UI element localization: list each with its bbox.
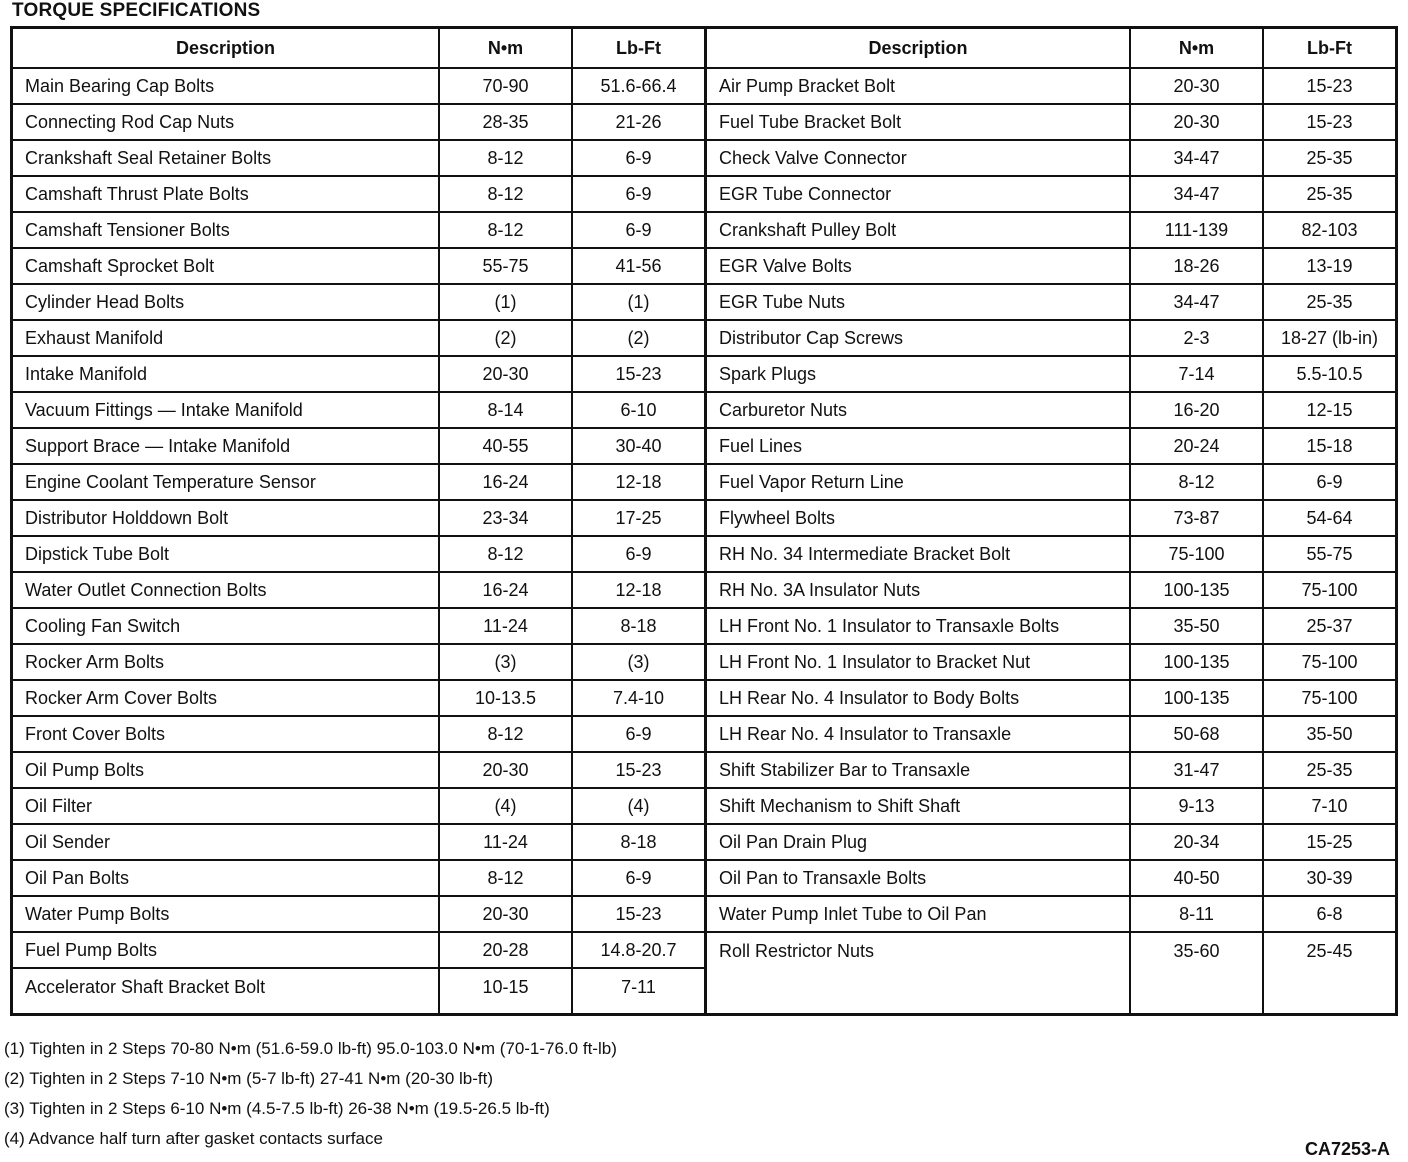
- header-nm: N•m: [440, 29, 573, 67]
- table-row: [707, 825, 1395, 861]
- right-rows: [707, 69, 1395, 1013]
- cell-description: EGR Tube Nuts: [707, 285, 1131, 319]
- cell-description: Water Pump Inlet Tube to Oil Pan: [707, 897, 1131, 931]
- page-title: TORQUE SPECIFICATIONS: [12, 0, 261, 21]
- cell-lbft: 15-25: [1306, 831, 1353, 852]
- cell-description: Accelerator Shaft Bracket Bolt: [13, 969, 440, 1013]
- table-row: [13, 609, 704, 645]
- cell-lbft: 6-8: [1316, 903, 1343, 924]
- cell-description: Oil Filter: [13, 789, 440, 823]
- cell-lbft: 25-35: [1306, 291, 1353, 312]
- cell-description: Fuel Vapor Return Line: [707, 465, 1131, 499]
- table-row: [13, 825, 704, 861]
- cell-description: LH Front No. 1 Insulator to Transaxle Bolts: [707, 609, 1131, 643]
- table-row: [13, 645, 704, 681]
- table-row: [707, 285, 1395, 321]
- table-row: [13, 321, 704, 357]
- table-row: [707, 681, 1395, 717]
- table-row: [707, 69, 1395, 105]
- cell-description: Oil Pan to Transaxle Bolts: [707, 861, 1131, 895]
- cell-nm: 20-30: [440, 357, 573, 391]
- table-row: [13, 393, 704, 429]
- cell-description: Rocker Arm Cover Bolts: [13, 681, 440, 715]
- cell-lbft: 21-26: [615, 111, 662, 132]
- cell-lbft: 12-15: [1306, 399, 1353, 420]
- cell-description: Oil Pump Bolts: [13, 753, 440, 787]
- table-row: [707, 789, 1395, 825]
- cell-description: Front Cover Bolts: [13, 717, 440, 751]
- cell-lbft: 30-39: [1306, 867, 1353, 888]
- table-row: [13, 105, 704, 141]
- cell-lbft: 75-100: [1301, 687, 1358, 708]
- cell-lbft: 6-9: [625, 183, 652, 204]
- table-row: [707, 717, 1395, 753]
- cell-description: RH No. 3A Insulator Nuts: [707, 573, 1131, 607]
- cell-lbft: 7-11: [621, 977, 656, 997]
- table-header: [13, 29, 704, 69]
- torque-spec-table: [10, 26, 1398, 1016]
- left-rows: [13, 69, 704, 1013]
- cell-nm: 20-30: [440, 897, 573, 931]
- cell-nm: (4): [440, 789, 573, 823]
- cell-nm: 8-12: [440, 537, 573, 571]
- cell-nm: 8-11: [1131, 897, 1264, 931]
- header-lbft: Lb-Ft: [616, 37, 661, 58]
- table-row: [13, 357, 704, 393]
- cell-lbft: 15-23: [615, 903, 662, 924]
- cell-nm: 8-12: [440, 141, 573, 175]
- cell-nm: 20-34: [1131, 825, 1264, 859]
- table-row: [707, 249, 1395, 285]
- table-row: [13, 969, 704, 1013]
- cell-lbft: (3): [627, 651, 650, 672]
- cell-lbft: 35-50: [1306, 723, 1353, 744]
- cell-nm: 8-12: [440, 717, 573, 751]
- table-row: [707, 465, 1395, 501]
- cell-lbft: 15-23: [615, 759, 662, 780]
- cell-nm: 20-24: [1131, 429, 1264, 463]
- cell-nm: 70-90: [440, 69, 573, 103]
- cell-description: Distributor Cap Screws: [707, 321, 1131, 355]
- cell-description: Exhaust Manifold: [13, 321, 440, 355]
- table-row: [13, 573, 704, 609]
- cell-nm: 55-75: [440, 249, 573, 283]
- cell-description: Water Pump Bolts: [13, 897, 440, 931]
- cell-nm: 28-35: [440, 105, 573, 139]
- cell-nm: 10-15: [440, 969, 573, 1013]
- cell-description: Support Brace — Intake Manifold: [13, 429, 440, 463]
- table-row: [707, 537, 1395, 573]
- cell-nm: 16-20: [1131, 393, 1264, 427]
- cell-description: Cooling Fan Switch: [13, 609, 440, 643]
- cell-nm: 8-12: [1131, 465, 1264, 499]
- cell-lbft: 51.6-66.4: [600, 75, 677, 96]
- cell-nm: 8-12: [440, 861, 573, 895]
- cell-nm: 11-24: [440, 825, 573, 859]
- cell-description: Main Bearing Cap Bolts: [13, 69, 440, 103]
- cell-nm: 35-50: [1131, 609, 1264, 643]
- table-row: [707, 501, 1395, 537]
- cell-nm: 100-135: [1131, 645, 1264, 679]
- cell-lbft: 30-40: [615, 435, 662, 456]
- cell-lbft: 82-103: [1301, 219, 1358, 240]
- cell-lbft: 25-37: [1306, 615, 1353, 636]
- cell-nm: (3): [440, 645, 573, 679]
- table-row: [13, 285, 704, 321]
- cell-lbft: 15-18: [1306, 435, 1353, 456]
- cell-lbft: 75-100: [1301, 579, 1358, 600]
- cell-lbft: (1): [627, 291, 650, 312]
- footnote: (2) Tighten in 2 Steps 7-10 N•m (5-7 lb-ft) 27-41 N•m (20-30 lb-ft): [4, 1069, 494, 1088]
- cell-description: Vacuum Fittings — Intake Manifold: [13, 393, 440, 427]
- cell-nm: 111-139: [1131, 213, 1264, 247]
- cell-description: Flywheel Bolts: [707, 501, 1131, 535]
- table-header: [707, 29, 1395, 69]
- cell-lbft: 17-25: [615, 507, 662, 528]
- cell-lbft: 14.8-20.7: [600, 939, 677, 960]
- cell-description: Rocker Arm Bolts: [13, 645, 440, 679]
- cell-nm: 9-13: [1131, 789, 1264, 823]
- cell-nm: 40-55: [440, 429, 573, 463]
- cell-lbft: 8-18: [620, 615, 657, 636]
- cell-description: Distributor Holddown Bolt: [13, 501, 440, 535]
- cell-lbft: 6-9: [625, 867, 652, 888]
- table-row: [707, 177, 1395, 213]
- cell-lbft: 15-23: [1306, 75, 1353, 96]
- table-row: [707, 321, 1395, 357]
- cell-lbft: 41-56: [615, 255, 662, 276]
- cell-lbft: 5.5-10.5: [1296, 363, 1363, 384]
- table-row: [13, 753, 704, 789]
- cell-nm: 8-12: [440, 177, 573, 211]
- cell-description: Crankshaft Seal Retainer Bolts: [13, 141, 440, 175]
- cell-description: Water Outlet Connection Bolts: [13, 573, 440, 607]
- cell-nm: 2-3: [1131, 321, 1264, 355]
- left-table-half: [13, 29, 707, 1013]
- table-row: [13, 501, 704, 537]
- cell-nm: 10-13.5: [440, 681, 573, 715]
- table-row: [707, 897, 1395, 933]
- cell-lbft: 6-9: [1316, 471, 1343, 492]
- cell-lbft: 75-100: [1301, 651, 1358, 672]
- cell-nm: 11-24: [440, 609, 573, 643]
- right-table-half: [707, 29, 1395, 1013]
- table-row: [707, 861, 1395, 897]
- cell-description: LH Rear No. 4 Insulator to Body Bolts: [707, 681, 1131, 715]
- cell-nm: 34-47: [1131, 141, 1264, 175]
- cell-nm: 31-47: [1131, 753, 1264, 787]
- cell-nm: 20-30: [440, 753, 573, 787]
- cell-description: Spark Plugs: [707, 357, 1131, 391]
- cell-nm: (1): [440, 285, 573, 319]
- cell-lbft: 6-9: [625, 147, 652, 168]
- cell-lbft: 13-19: [1306, 255, 1353, 276]
- cell-lbft: 15-23: [1306, 111, 1353, 132]
- cell-nm: 20-28: [440, 933, 573, 967]
- cell-description: LH Rear No. 4 Insulator to Transaxle: [707, 717, 1131, 751]
- cell-lbft: 25-35: [1306, 183, 1353, 204]
- table-row: [707, 933, 1395, 1013]
- cell-nm: 34-47: [1131, 177, 1264, 211]
- cell-lbft: 54-64: [1306, 507, 1353, 528]
- cell-description: Air Pump Bracket Bolt: [707, 69, 1131, 103]
- table-row: [707, 429, 1395, 465]
- cell-description: Shift Mechanism to Shift Shaft: [707, 789, 1131, 823]
- cell-description: Oil Pan Bolts: [13, 861, 440, 895]
- cell-nm: 35-60: [1131, 933, 1264, 1013]
- table-row: [13, 213, 704, 249]
- cell-nm: 16-24: [440, 465, 573, 499]
- table-row: [707, 645, 1395, 681]
- cell-description: Camshaft Sprocket Bolt: [13, 249, 440, 283]
- cell-description: Engine Coolant Temperature Sensor: [13, 465, 440, 499]
- table-row: [707, 573, 1395, 609]
- table-row: [13, 537, 704, 573]
- table-row: [707, 357, 1395, 393]
- cell-lbft: 8-18: [620, 831, 657, 852]
- cell-lbft: 55-75: [1306, 543, 1353, 564]
- cell-description: Fuel Pump Bolts: [13, 933, 440, 967]
- cell-nm: 34-47: [1131, 285, 1264, 319]
- table-row: [707, 393, 1395, 429]
- table-row: [13, 177, 704, 213]
- cell-description: Roll Restrictor Nuts: [707, 933, 1131, 1013]
- cell-description: EGR Tube Connector: [707, 177, 1131, 211]
- cell-nm: 40-50: [1131, 861, 1264, 895]
- cell-description: Camshaft Thrust Plate Bolts: [13, 177, 440, 211]
- cell-lbft: 25-35: [1306, 147, 1353, 168]
- cell-description: Intake Manifold: [13, 357, 440, 391]
- table-row: [13, 465, 704, 501]
- cell-nm: 100-135: [1131, 573, 1264, 607]
- cell-lbft: (4): [627, 795, 650, 816]
- table-row: [707, 213, 1395, 249]
- cell-description: Check Valve Connector: [707, 141, 1131, 175]
- cell-nm: 50-68: [1131, 717, 1264, 751]
- header-description: Description: [707, 29, 1131, 67]
- cell-lbft: 6-9: [625, 723, 652, 744]
- cell-nm: 75-100: [1131, 537, 1264, 571]
- table-row: [13, 789, 704, 825]
- cell-nm: 16-24: [440, 573, 573, 607]
- table-row: [13, 249, 704, 285]
- cell-nm: 20-30: [1131, 105, 1264, 139]
- cell-lbft: 6-10: [620, 399, 657, 420]
- cell-lbft: 25-35: [1306, 759, 1353, 780]
- figure-code: CA7253-A: [1304, 1139, 1390, 1159]
- cell-nm: 8-12: [440, 213, 573, 247]
- cell-lbft: 6-9: [625, 543, 652, 564]
- cell-nm: (2): [440, 321, 573, 355]
- cell-description: RH No. 34 Intermediate Bracket Bolt: [707, 537, 1131, 571]
- header-description: Description: [13, 29, 440, 67]
- table-row: [707, 753, 1395, 789]
- cell-description: EGR Valve Bolts: [707, 249, 1131, 283]
- cell-nm: 73-87: [1131, 501, 1264, 535]
- cell-lbft: (2): [627, 327, 650, 348]
- table-row: [13, 429, 704, 465]
- table-row: [707, 105, 1395, 141]
- cell-description: Oil Sender: [13, 825, 440, 859]
- cell-lbft: 7.4-10: [612, 687, 665, 708]
- footnotes: [4, 1034, 617, 1154]
- footnote: (3) Tighten in 2 Steps 6-10 N•m (4.5-7.5 lb-ft) 26-38 N•m (19.5-26.5 lb-ft): [4, 1099, 550, 1118]
- cell-nm: 18-26: [1131, 249, 1264, 283]
- cell-lbft: 6-9: [625, 219, 652, 240]
- cell-description: Dipstick Tube Bolt: [13, 537, 440, 571]
- table-row: [13, 897, 704, 933]
- cell-nm: 100-135: [1131, 681, 1264, 715]
- table-row: [707, 141, 1395, 177]
- cell-lbft: 12-18: [615, 579, 662, 600]
- cell-description: Cylinder Head Bolts: [13, 285, 440, 319]
- cell-description: LH Front No. 1 Insulator to Bracket Nut: [707, 645, 1131, 679]
- cell-lbft: 15-23: [615, 363, 662, 384]
- cell-description: Oil Pan Drain Plug: [707, 825, 1131, 859]
- header-nm: N•m: [1131, 29, 1264, 67]
- table-row: [13, 933, 704, 969]
- cell-lbft: 7-10: [1311, 795, 1348, 816]
- cell-description: Crankshaft Pulley Bolt: [707, 213, 1131, 247]
- cell-description: Fuel Tube Bracket Bolt: [707, 105, 1131, 139]
- cell-description: Camshaft Tensioner Bolts: [13, 213, 440, 247]
- cell-nm: 23-34: [440, 501, 573, 535]
- cell-lbft: 18-27 (lb-in): [1280, 327, 1379, 348]
- cell-description: Shift Stabilizer Bar to Transaxle: [707, 753, 1131, 787]
- cell-lbft: 12-18: [615, 471, 662, 492]
- cell-nm: 7-14: [1131, 357, 1264, 391]
- cell-nm: 8-14: [440, 393, 573, 427]
- table-row: [13, 69, 704, 105]
- table-row: [13, 717, 704, 753]
- header-lbft: Lb-Ft: [1307, 37, 1352, 58]
- footnote: (1) Tighten in 2 Steps 70-80 N•m (51.6-59.0 lb-ft) 95.0-103.0 N•m (70-1-76.0 ft-lb): [4, 1039, 617, 1058]
- table-row: [13, 141, 704, 177]
- cell-description: Carburetor Nuts: [707, 393, 1131, 427]
- footnote: (4) Advance half turn after gasket contacts surface: [4, 1129, 383, 1148]
- cell-description: Fuel Lines: [707, 429, 1131, 463]
- table-row: [13, 861, 704, 897]
- table-row: [707, 609, 1395, 645]
- cell-nm: 20-30: [1131, 69, 1264, 103]
- cell-description: Connecting Rod Cap Nuts: [13, 105, 440, 139]
- cell-lbft: 25-45: [1306, 941, 1353, 961]
- table-row: [13, 681, 704, 717]
